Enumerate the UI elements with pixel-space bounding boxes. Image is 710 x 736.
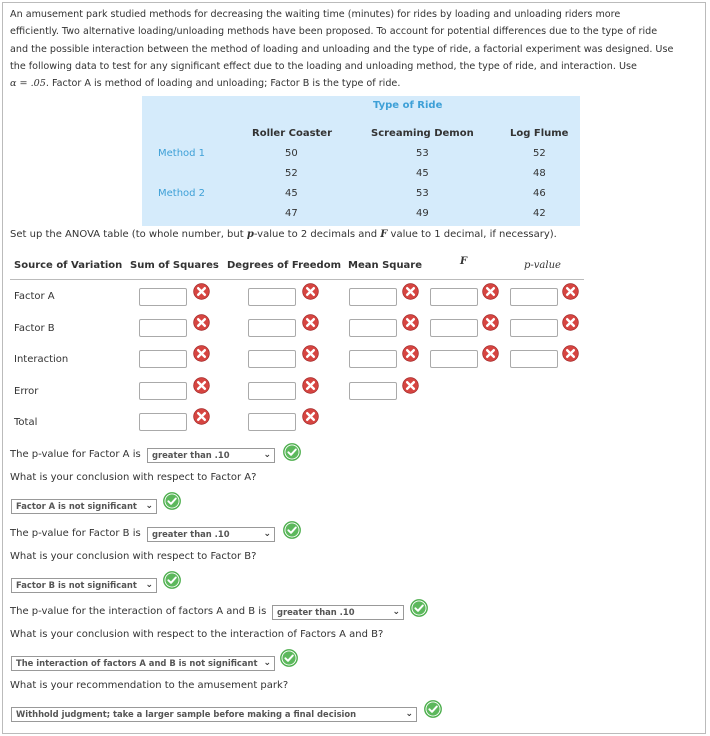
incorrect-icon xyxy=(302,283,319,300)
interaction-ms-input[interactable] xyxy=(349,350,397,368)
incorrect-icon xyxy=(562,314,579,331)
factor-b-ms-input[interactable] xyxy=(349,319,397,337)
problem-line-1: An amusement park studied methods for decreasing the waiting time (minutes) for rides by loading and unloading riders more xyxy=(10,9,621,20)
interaction-p-input[interactable] xyxy=(510,350,558,368)
q6-text: What is your conclusion with respect to the interaction of Factors A and B? xyxy=(10,629,384,640)
chevron-down-icon: ⌄ xyxy=(392,607,400,617)
incorrect-icon xyxy=(402,283,419,300)
factor-a-f-input[interactable] xyxy=(430,288,478,306)
row-label-error: Error xyxy=(14,386,39,397)
factor-a-p-input[interactable] xyxy=(510,288,558,306)
q3-text: The p-value for Factor B is xyxy=(10,528,141,539)
chevron-down-icon: ⌄ xyxy=(263,658,271,668)
header-ss: Sum of Squares xyxy=(130,260,219,271)
factor-a-ms-input[interactable] xyxy=(349,288,397,306)
type-of-ride-header: Type of Ride xyxy=(373,100,443,111)
correct-check-icon xyxy=(424,700,442,718)
cell: 42 xyxy=(533,208,546,219)
correct-check-icon xyxy=(410,599,428,617)
incorrect-icon xyxy=(302,377,319,394)
factor-b-p-input[interactable] xyxy=(510,319,558,337)
cell: 47 xyxy=(285,208,298,219)
interaction-conclusion-select[interactable]: The interaction of factors A and B is not significant ⌄ xyxy=(11,656,275,671)
col-screaming-demon: Screaming Demon xyxy=(371,128,474,139)
correct-check-icon xyxy=(280,649,298,667)
cell: 53 xyxy=(416,188,429,199)
interaction-pvalue-select[interactable]: greater than .10 ⌄ xyxy=(272,605,404,620)
cell: 45 xyxy=(416,168,429,179)
incorrect-icon xyxy=(402,314,419,331)
incorrect-icon xyxy=(193,283,210,300)
incorrect-icon xyxy=(193,345,210,362)
chevron-down-icon: ⌄ xyxy=(263,529,271,539)
incorrect-icon xyxy=(193,314,210,331)
cell: 46 xyxy=(533,188,546,199)
cell: 49 xyxy=(416,208,429,219)
row-label-interaction: Interaction xyxy=(14,354,69,365)
cell: 53 xyxy=(416,148,429,159)
incorrect-icon xyxy=(562,283,579,300)
row-method-1: Method 1 xyxy=(158,148,206,159)
factor-a-ss-input[interactable] xyxy=(139,288,187,306)
header-ms: Mean Square xyxy=(348,260,423,271)
factor-a-pvalue-select[interactable]: greater than .10 ⌄ xyxy=(147,448,275,463)
total-ss-input[interactable] xyxy=(139,413,187,431)
interaction-ss-input[interactable] xyxy=(139,350,187,368)
incorrect-icon xyxy=(402,345,419,362)
problem-line-5: α = .05. Factor A is method of loading and unloading; Factor B is the type of ride. xyxy=(10,78,401,90)
q5-text: The p-value for the interaction of factors A and B is xyxy=(10,606,267,617)
row-label-factor-b: Factor B xyxy=(14,323,55,334)
chevron-down-icon: ⌄ xyxy=(263,450,271,460)
header-f: F xyxy=(460,256,468,267)
recommendation-select[interactable]: Withhold judgment; take a larger sample before making a final decision ⌄ xyxy=(11,707,417,722)
col-log-flume: Log Flume xyxy=(510,128,569,139)
col-roller-coaster: Roller Coaster xyxy=(252,128,333,139)
row-label-factor-a: Factor A xyxy=(14,291,55,302)
correct-check-icon xyxy=(163,571,181,589)
interaction-f-input[interactable] xyxy=(430,350,478,368)
anova-instructions: Set up the ANOVA table (to whole number, but p-value to 2 decimals and F value to 1 decimal, if necessary). xyxy=(10,229,557,240)
incorrect-icon xyxy=(193,377,210,394)
cell: 45 xyxy=(285,188,298,199)
correct-check-icon xyxy=(283,521,301,539)
problem-line-4: the following data to test for any significant effect due to the loading and unloading method, the type of ride, and interaction. Use xyxy=(10,60,637,72)
factor-b-df-input[interactable] xyxy=(248,319,296,337)
problem-line-2: efficiently. Two alternative loading/unloading methods have been proposed. To account for potential differences due to the type of ride xyxy=(10,26,658,38)
q1-text: The p-value for Factor A is xyxy=(10,449,141,460)
q4-text: What is your conclusion with respect to Factor B? xyxy=(10,551,257,562)
data-table xyxy=(142,96,580,226)
incorrect-icon xyxy=(302,314,319,331)
alpha-value: α = .05 xyxy=(10,78,46,90)
incorrect-icon xyxy=(302,408,319,425)
header-df: Degrees of Freedom xyxy=(227,260,342,271)
chevron-down-icon: ⌄ xyxy=(405,709,413,719)
incorrect-icon xyxy=(302,345,319,362)
cell: 52 xyxy=(533,148,546,159)
q7-text: What is your recommendation to the amusement park? xyxy=(10,680,289,691)
interaction-df-input[interactable] xyxy=(248,350,296,368)
row-method-2: Method 2 xyxy=(158,188,206,199)
error-ms-input[interactable] xyxy=(349,382,397,400)
factor-b-pvalue-select[interactable]: greater than .10 ⌄ xyxy=(147,527,275,542)
error-df-input[interactable] xyxy=(248,382,296,400)
correct-check-icon xyxy=(163,492,181,510)
incorrect-icon xyxy=(402,377,419,394)
factor-b-ss-input[interactable] xyxy=(139,319,187,337)
factor-b-f-input[interactable] xyxy=(430,319,478,337)
header-p: p-value xyxy=(524,260,561,271)
chevron-down-icon: ⌄ xyxy=(145,501,153,511)
total-df-input[interactable] xyxy=(248,413,296,431)
factor-a-conclusion-select[interactable]: Factor A is not significant ⌄ xyxy=(11,499,157,514)
correct-check-icon xyxy=(283,443,301,461)
cell: 48 xyxy=(533,168,546,179)
factor-a-df-input[interactable] xyxy=(248,288,296,306)
cell: 50 xyxy=(285,148,298,159)
header-divider xyxy=(10,279,584,280)
incorrect-icon xyxy=(482,345,499,362)
problem-line-3: and the possible interaction between the method of loading and unloading and the type of ride, a factorial experiment was designed. Use xyxy=(10,43,674,55)
incorrect-icon xyxy=(482,283,499,300)
row-label-total: Total xyxy=(14,417,38,428)
cell: 52 xyxy=(285,168,298,179)
problem-statement xyxy=(10,6,705,92)
factor-b-conclusion-select[interactable]: Factor B is not significant ⌄ xyxy=(11,578,157,593)
header-source: Source of Variation xyxy=(14,260,123,271)
incorrect-icon xyxy=(562,345,579,362)
incorrect-icon xyxy=(482,314,499,331)
q2-text: What is your conclusion with respect to Factor A? xyxy=(10,472,257,483)
chevron-down-icon: ⌄ xyxy=(145,580,153,590)
incorrect-icon xyxy=(193,408,210,425)
error-ss-input[interactable] xyxy=(139,382,187,400)
